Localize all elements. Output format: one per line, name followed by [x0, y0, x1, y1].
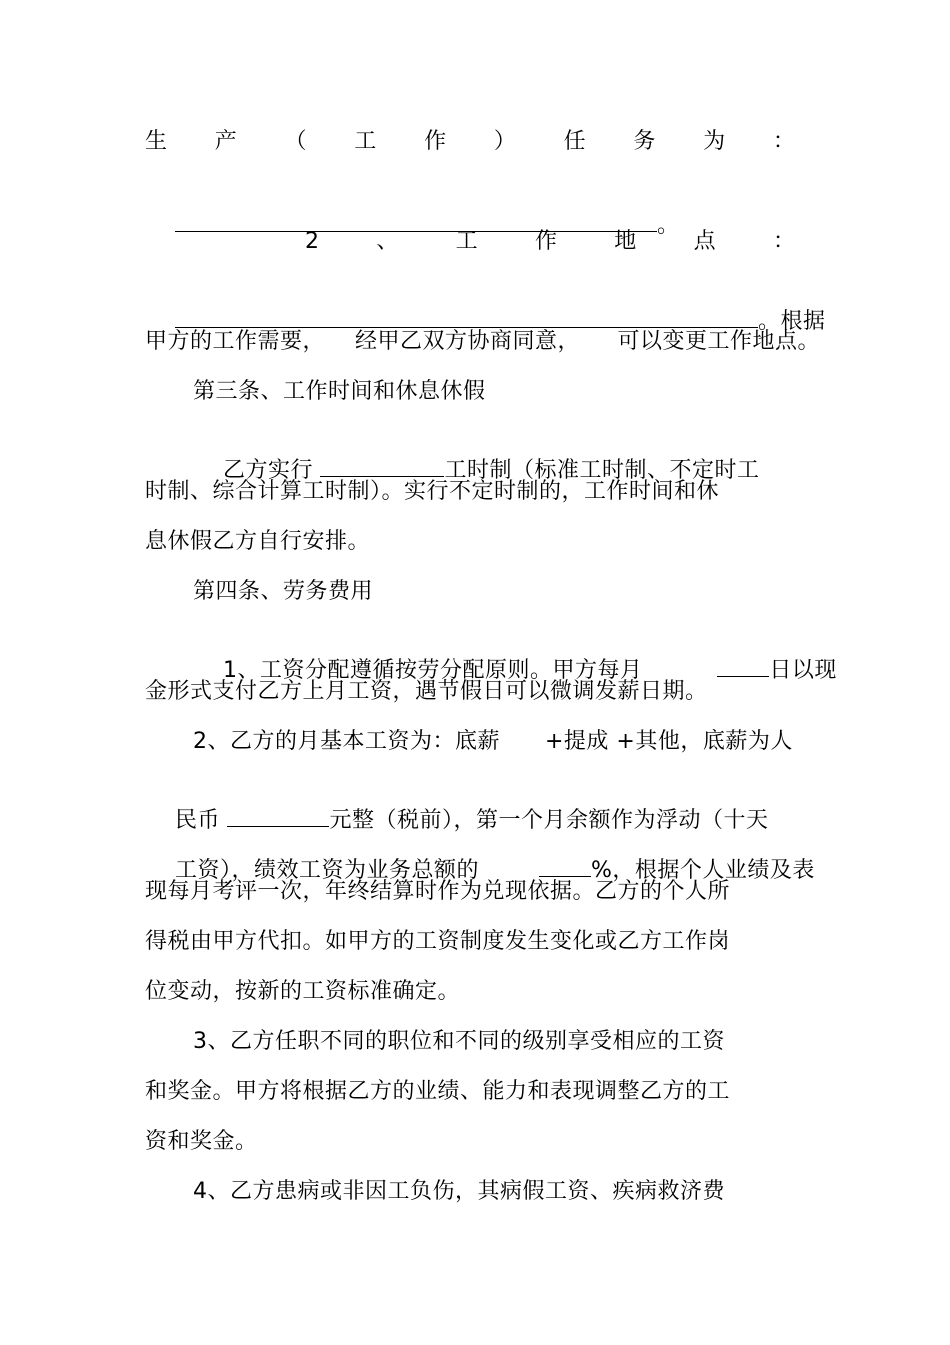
- char: 为: [703, 129, 726, 154]
- article-3-title: 第三条、工作时间和休息休假: [193, 379, 486, 404]
- text: 民币: [174, 808, 228, 833]
- paragraph-line: 时制、综合计算工时制）。实行不定时制的，工作时间和休: [145, 479, 720, 504]
- char: ：: [772, 229, 795, 254]
- text: 元整（税前），第一个月余额作为浮动（十天: [329, 808, 769, 833]
- char: 任: [563, 129, 586, 154]
- paragraph-line: 资和奖金。: [145, 1129, 258, 1154]
- char: 工: [354, 129, 377, 154]
- char: 作: [424, 129, 447, 154]
- text: %，根据个人业绩及表: [590, 858, 815, 883]
- text: 工时制（标准工时制、不定时工: [444, 458, 760, 483]
- char: 地: [614, 229, 637, 254]
- char: 生: [145, 129, 168, 154]
- char: 点: [693, 229, 716, 254]
- char: 务: [633, 129, 656, 154]
- performance-rate-blank[interactable]: [539, 856, 591, 877]
- work-hours-blank[interactable]: [320, 456, 444, 477]
- char: 产: [214, 129, 237, 154]
- text: 1、工资分配遵循按劳分配原则。甲方每月: [222, 658, 718, 683]
- workplace-blank[interactable]: [175, 307, 758, 328]
- paragraph-line: 和奖金。甲方将根据乙方的业绩、能力和表现调整乙方的工: [145, 1079, 731, 1104]
- paragraph-line: 得税由甲方代扣。如甲方的工资制度发生变化或乙方工作岗: [145, 929, 731, 954]
- char: 工: [455, 229, 478, 254]
- paragraph-line: 息休假乙方自行安排。: [145, 529, 371, 554]
- char: ：: [772, 129, 795, 154]
- char: ）: [493, 129, 516, 154]
- base-salary-blank[interactable]: [227, 806, 329, 827]
- pay-day-blank[interactable]: [717, 656, 769, 677]
- text: 乙方实行: [222, 458, 321, 483]
- char: 2: [305, 229, 319, 254]
- paragraph-line: 甲方的工作需要， 经甲乙双方协商同意， 可以变更工作地点。: [145, 329, 820, 354]
- paragraph-line: 2、乙方的月基本工资为：底薪 +提成 +其他，底薪为人: [193, 729, 793, 754]
- paragraph-line: 4、乙方患病或非因工负伤，其病假工资、疾病救济费: [193, 1179, 725, 1204]
- char: （: [284, 129, 307, 154]
- article-4-title: 第四条、劳务费用: [193, 579, 374, 604]
- paragraph-line: 金形式支付乙方上月工资，遇节假日可以微调发薪日期。: [145, 679, 708, 704]
- paragraph-line: 位变动，按新的工资标准确定。: [145, 979, 461, 1004]
- task-line: [145, 128, 795, 156]
- workplace-line: [305, 228, 795, 256]
- char: 、: [376, 229, 399, 254]
- period: 。: [656, 213, 680, 238]
- paragraph-line: 3、乙方任职不同的职位和不同的级别享受相应的工资: [193, 1029, 725, 1054]
- char: 作: [534, 229, 557, 254]
- paragraph-line: 现每月考评一次，年终结算时作为兑现依据。乙方的个人所: [145, 879, 731, 904]
- tail-text: 。根据: [757, 309, 826, 334]
- text: 工资），绩效工资为业务总额的: [174, 858, 539, 883]
- text: 日以现: [769, 658, 837, 683]
